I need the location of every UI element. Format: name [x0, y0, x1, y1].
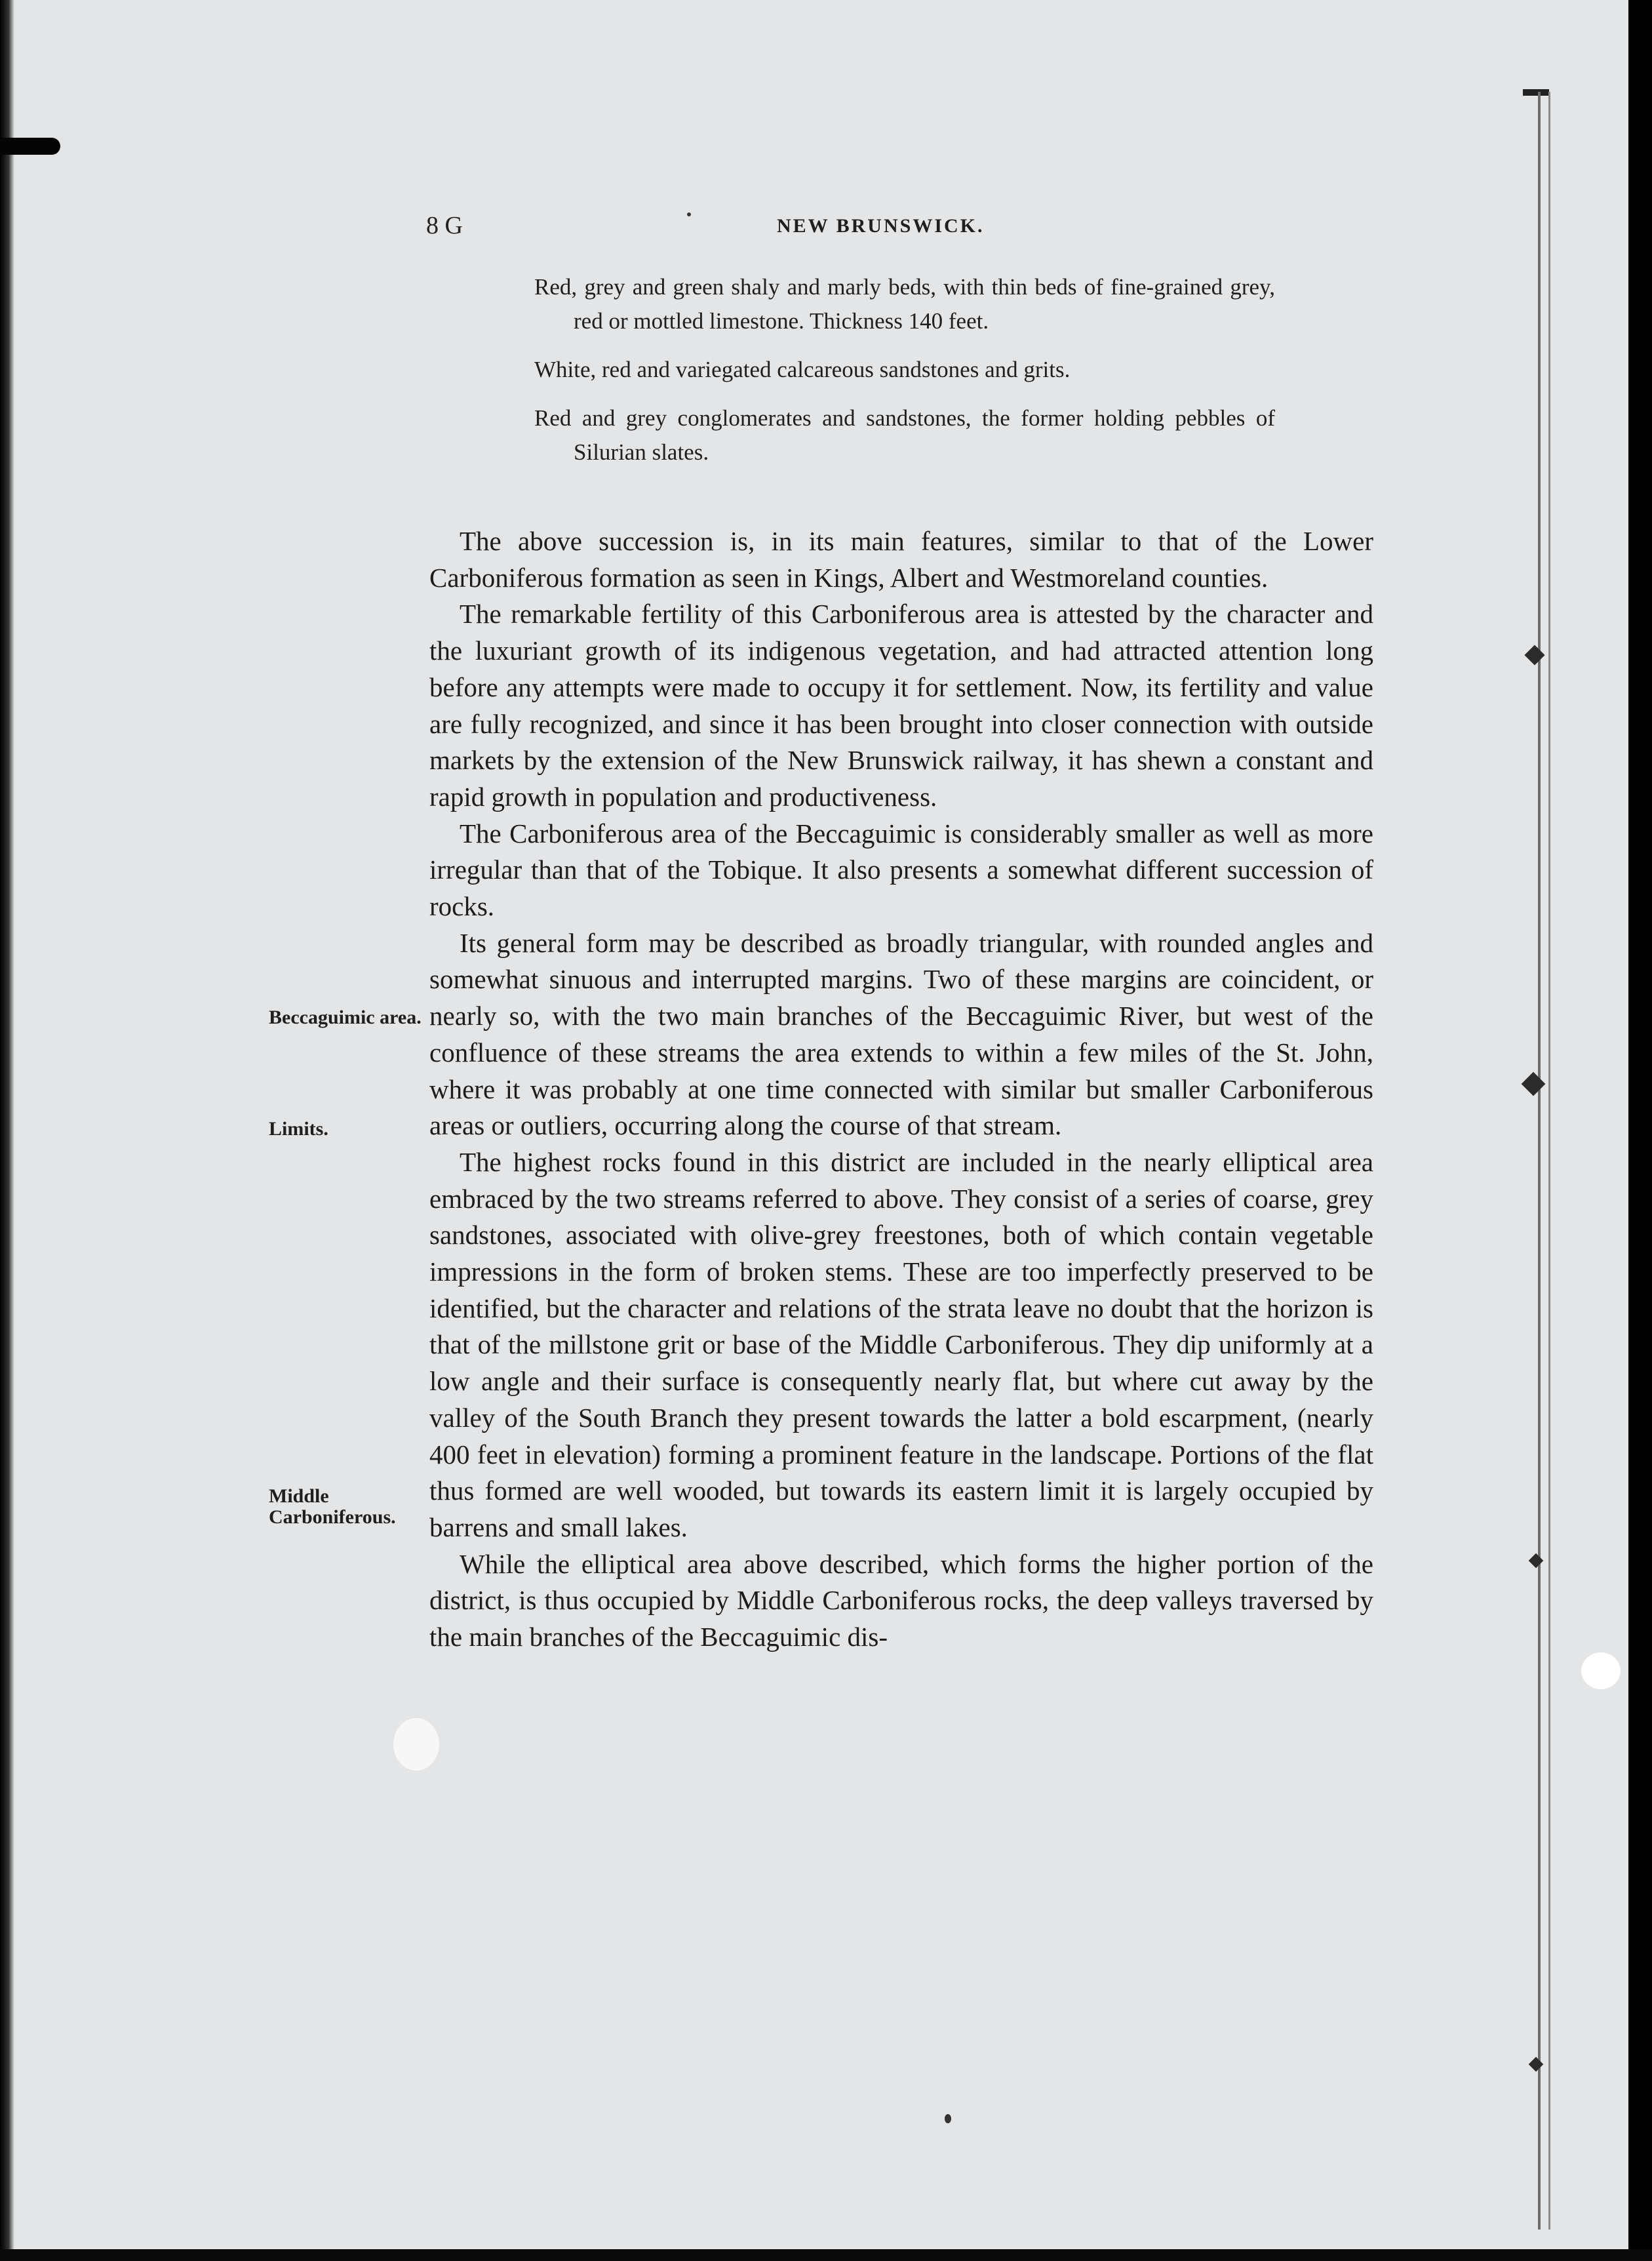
paragraph: The Carboniferous area of the Beccaguimic is considerably smaller as well as more irregular than that of the Tobique. It also presents a somewhat different succession of rocks.: [429, 818, 1373, 922]
list-item: Red, grey and green shaly and marly beds, with thin beds of fine-grained grey, red or mottled limestone. Thickness 140 feet.: [534, 274, 1275, 334]
binding-knot-mark: [1529, 1553, 1544, 1569]
paragraph: The highest rocks found in this district are included in the nearly elliptical area embraced by the two streams referred to above. They consist of a series of coarse, grey sandstones, associated with olive-grey freestones, both of which contain vegetable impressions in the form of broken stems. These are too imperfectly preserved to be identified, but the character and relations of the strata leave no doubt that the horizon is that of the millstone grit or base of the Middle Carboniferous. They dip uniformly at a low angle and their surface is consequently nearly flat, but where cut away by the valley of the South Branch they present towards the latter a bold escarpment, (nearly 400 feet in elevation) forming a prominent feature in the landscape. Portions of the flat thus formed are well wooded, but towards its eastern limit it is largely occupied by barrens and small lakes.: [429, 1146, 1373, 1542]
bookmark-tab: [0, 138, 60, 155]
page-bottom-edge: [0, 2249, 1652, 2261]
page-header: [426, 211, 1364, 244]
rock-succession-list: [534, 270, 1275, 484]
paper-blemish: [1581, 1652, 1621, 1689]
paper-blemish: [393, 1718, 439, 1771]
running-head: NEW BRUNSWICK.: [777, 215, 985, 237]
list-item: Red and grey conglomerates and sandstones, the former holding pebbles of Silurian slates.: [534, 405, 1275, 465]
margin-note-middle-carboniferous: Middle Carboniferous.: [269, 1485, 396, 1528]
binding-thread-line: [1538, 92, 1541, 2230]
paragraph: While the elliptical area above described, which forms the higher portion of the district, is thus occupied by Middle Carboniferous rocks, the deep valleys traversed by the main branches of the Beccaguimic dis-: [429, 1548, 1373, 1652]
binding-knot-mark: [1522, 1072, 1546, 1096]
paper-speck: [945, 2114, 951, 2123]
margin-note-limits: Limits.: [269, 1118, 328, 1140]
page-right-edge: [1628, 0, 1652, 2261]
binding-thread-line-secondary: [1548, 92, 1550, 2230]
list-item: White, red and variegated calcareous sandstones and grits.: [534, 357, 1071, 382]
paragraph: The remarkable fertility of this Carboniferous area is attested by the character and the luxuriant growth of its indigenous vegetation, and had attracted attention long before any attempts were made to occupy it for settlement. Now, its fertility and value are fully recognized, and since it has been brought into closer connection with outside markets by the extension of the New Brunswick railway, it has shewn a constant and rapid growth in population and productiveness.: [429, 599, 1373, 812]
binding-thread-cap: [1523, 89, 1549, 96]
margin-note-beccaguimic-area: Beccaguimic area.: [269, 1007, 422, 1028]
page-number: 8 G: [426, 212, 463, 239]
binding-knot-mark: [1524, 645, 1544, 665]
paragraph: Its general form may be described as broadly triangular, with rounded angles and somewhat sinuous and interrupted margins. Two of these margins are coincident, or nearly so, with the two main branches of the Beccaguimic River, but west of the confluence of these streams the area extends to within a few miles of the St. John, where it was probably at one time connected with similar but smaller Carboniferous areas or outliers, occurring along the course of that stream.: [429, 927, 1373, 1141]
page-left-edge-shadow: [0, 0, 14, 2261]
body-text: [429, 523, 1373, 1656]
binding-knot-mark: [1529, 2057, 1544, 2072]
paragraph: The above succession is, in its main features, similar to that of the Lower Carboniferous formation as seen in Kings, Albert and Westmoreland counties.: [429, 526, 1373, 593]
